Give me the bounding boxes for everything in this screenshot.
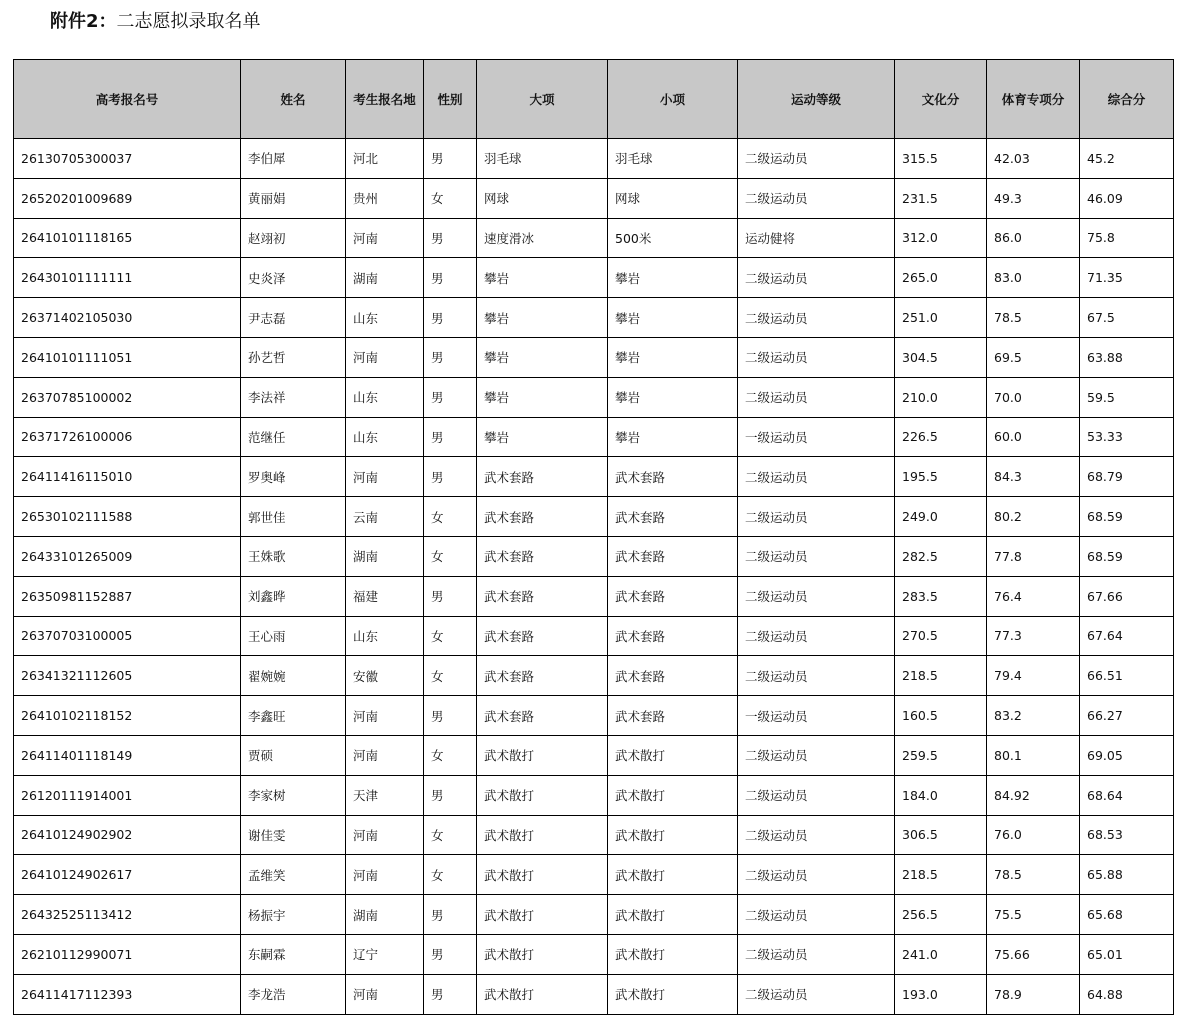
cell-culture-score: 256.5 <box>895 895 987 935</box>
cell-total-score: 71.35 <box>1080 258 1174 298</box>
cell-sport-score: 78.5 <box>987 298 1080 338</box>
cell-total-score: 65.88 <box>1080 855 1174 895</box>
table-row <box>14 536 1174 576</box>
cell-sport-score: 80.1 <box>987 735 1080 775</box>
cell-culture-score: 241.0 <box>895 934 987 974</box>
table-row <box>14 895 1174 935</box>
cell-name: 郭世佳 <box>241 497 346 537</box>
cell-culture-score: 306.5 <box>895 815 987 855</box>
cell-gender: 女 <box>424 815 477 855</box>
cell-sport-level: 二级运动员 <box>738 377 895 417</box>
cell-region: 山东 <box>346 377 424 417</box>
table-body <box>14 139 1174 1015</box>
table-row <box>14 815 1174 855</box>
cell-exam-id: 26430101111111 <box>14 258 241 298</box>
cell-culture-score: 231.5 <box>895 178 987 218</box>
cell-minor-event: 武术套路 <box>608 616 738 656</box>
cell-total-score: 63.88 <box>1080 337 1174 377</box>
cell-minor-event: 500米 <box>608 218 738 258</box>
table-row <box>14 775 1174 815</box>
cell-sport-score: 77.8 <box>987 536 1080 576</box>
table-row <box>14 258 1174 298</box>
cell-culture-score: 249.0 <box>895 497 987 537</box>
cell-exam-id: 26341321112605 <box>14 656 241 696</box>
cell-minor-event: 武术套路 <box>608 457 738 497</box>
col-header-culture-score: 文化分 <box>895 60 987 139</box>
cell-name: 李法祥 <box>241 377 346 417</box>
cell-sport-level: 二级运动员 <box>738 536 895 576</box>
cell-minor-event: 武术散打 <box>608 934 738 974</box>
cell-culture-score: 304.5 <box>895 337 987 377</box>
cell-total-score: 65.68 <box>1080 895 1174 935</box>
table-row <box>14 337 1174 377</box>
cell-region: 河北 <box>346 139 424 179</box>
cell-name: 东嗣霖 <box>241 934 346 974</box>
cell-total-score: 67.66 <box>1080 576 1174 616</box>
cell-minor-event: 武术套路 <box>608 536 738 576</box>
cell-sport-score: 76.0 <box>987 815 1080 855</box>
cell-total-score: 59.5 <box>1080 377 1174 417</box>
cell-region: 湖南 <box>346 895 424 935</box>
cell-minor-event: 武术散打 <box>608 974 738 1014</box>
cell-name: 李鑫旺 <box>241 696 346 736</box>
cell-culture-score: 270.5 <box>895 616 987 656</box>
cell-total-score: 68.59 <box>1080 497 1174 537</box>
cell-exam-id: 26350981152887 <box>14 576 241 616</box>
cell-total-score: 68.59 <box>1080 536 1174 576</box>
cell-major-event: 武术散打 <box>477 815 608 855</box>
cell-total-score: 46.09 <box>1080 178 1174 218</box>
cell-major-event: 攀岩 <box>477 417 608 457</box>
col-header-name: 姓名 <box>241 60 346 139</box>
cell-sport-score: 77.3 <box>987 616 1080 656</box>
cell-major-event: 武术散打 <box>477 974 608 1014</box>
cell-gender: 女 <box>424 616 477 656</box>
cell-culture-score: 315.5 <box>895 139 987 179</box>
cell-exam-id: 26120111914001 <box>14 775 241 815</box>
cell-culture-score: 251.0 <box>895 298 987 338</box>
table-row <box>14 377 1174 417</box>
cell-total-score: 66.51 <box>1080 656 1174 696</box>
cell-exam-id: 26410101111051 <box>14 337 241 377</box>
title-prefix: 附件2： <box>50 11 117 32</box>
cell-name: 王姝歌 <box>241 536 346 576</box>
table-row <box>14 735 1174 775</box>
cell-region: 福建 <box>346 576 424 616</box>
cell-region: 天津 <box>346 775 424 815</box>
cell-major-event: 武术套路 <box>477 616 608 656</box>
cell-name: 史炎泽 <box>241 258 346 298</box>
cell-name: 罗奥峰 <box>241 457 346 497</box>
cell-exam-id: 26530102111588 <box>14 497 241 537</box>
cell-region: 河南 <box>346 735 424 775</box>
cell-sport-score: 86.0 <box>987 218 1080 258</box>
table-row <box>14 417 1174 457</box>
cell-total-score: 67.5 <box>1080 298 1174 338</box>
col-header-sport-score: 体育专项分 <box>987 60 1080 139</box>
cell-gender: 男 <box>424 337 477 377</box>
cell-total-score: 68.79 <box>1080 457 1174 497</box>
cell-minor-event: 武术散打 <box>608 735 738 775</box>
cell-gender: 男 <box>424 377 477 417</box>
admission-table <box>13 59 1174 1015</box>
cell-culture-score: 282.5 <box>895 536 987 576</box>
cell-name: 刘鑫晔 <box>241 576 346 616</box>
table-row <box>14 974 1174 1014</box>
cell-culture-score: 283.5 <box>895 576 987 616</box>
cell-sport-score: 76.4 <box>987 576 1080 616</box>
cell-minor-event: 武术套路 <box>608 656 738 696</box>
cell-gender: 女 <box>424 656 477 696</box>
cell-major-event: 攀岩 <box>477 298 608 338</box>
cell-sport-score: 83.2 <box>987 696 1080 736</box>
cell-sport-level: 二级运动员 <box>738 457 895 497</box>
cell-major-event: 武术套路 <box>477 696 608 736</box>
col-header-major-event: 大项 <box>477 60 608 139</box>
cell-name: 李家树 <box>241 775 346 815</box>
cell-region: 山东 <box>346 616 424 656</box>
cell-name: 王心雨 <box>241 616 346 656</box>
cell-name: 杨振宇 <box>241 895 346 935</box>
cell-major-event: 武术套路 <box>477 576 608 616</box>
cell-total-score: 53.33 <box>1080 417 1174 457</box>
cell-gender: 男 <box>424 139 477 179</box>
table-row <box>14 576 1174 616</box>
cell-minor-event: 武术散打 <box>608 775 738 815</box>
cell-sport-level: 二级运动员 <box>738 656 895 696</box>
cell-total-score: 75.8 <box>1080 218 1174 258</box>
cell-culture-score: 312.0 <box>895 218 987 258</box>
cell-sport-score: 83.0 <box>987 258 1080 298</box>
cell-exam-id: 26370785100002 <box>14 377 241 417</box>
cell-sport-level: 二级运动员 <box>738 139 895 179</box>
cell-sport-score: 60.0 <box>987 417 1080 457</box>
cell-sport-score: 84.3 <box>987 457 1080 497</box>
cell-region: 河南 <box>346 218 424 258</box>
cell-sport-score: 49.3 <box>987 178 1080 218</box>
cell-culture-score: 226.5 <box>895 417 987 457</box>
cell-exam-id: 26411416115010 <box>14 457 241 497</box>
cell-name: 李龙浩 <box>241 974 346 1014</box>
cell-region: 河南 <box>346 974 424 1014</box>
cell-gender: 女 <box>424 497 477 537</box>
cell-exam-id: 26370703100005 <box>14 616 241 656</box>
title-text: 二志愿拟录取名单 <box>116 11 261 32</box>
cell-gender: 男 <box>424 258 477 298</box>
cell-major-event: 武术散打 <box>477 934 608 974</box>
cell-exam-id: 26410124902617 <box>14 855 241 895</box>
cell-region: 云南 <box>346 497 424 537</box>
cell-culture-score: 265.0 <box>895 258 987 298</box>
table-row <box>14 855 1174 895</box>
cell-minor-event: 羽毛球 <box>608 139 738 179</box>
cell-gender: 男 <box>424 576 477 616</box>
cell-major-event: 速度滑冰 <box>477 218 608 258</box>
cell-gender: 男 <box>424 298 477 338</box>
cell-gender: 女 <box>424 735 477 775</box>
cell-sport-level: 二级运动员 <box>738 934 895 974</box>
cell-major-event: 武术散打 <box>477 895 608 935</box>
cell-minor-event: 武术套路 <box>608 576 738 616</box>
cell-minor-event: 武术套路 <box>608 497 738 537</box>
table-row <box>14 497 1174 537</box>
cell-culture-score: 218.5 <box>895 656 987 696</box>
cell-gender: 男 <box>424 775 477 815</box>
cell-region: 湖南 <box>346 258 424 298</box>
cell-sport-score: 78.5 <box>987 855 1080 895</box>
cell-region: 河南 <box>346 815 424 855</box>
cell-region: 河南 <box>346 337 424 377</box>
cell-sport-level: 二级运动员 <box>738 337 895 377</box>
cell-sport-level: 一级运动员 <box>738 417 895 457</box>
table-row <box>14 656 1174 696</box>
cell-region: 辽宁 <box>346 934 424 974</box>
cell-minor-event: 武术套路 <box>608 696 738 736</box>
cell-culture-score: 210.0 <box>895 377 987 417</box>
cell-exam-id: 26371402105030 <box>14 298 241 338</box>
cell-minor-event: 攀岩 <box>608 298 738 338</box>
cell-total-score: 66.27 <box>1080 696 1174 736</box>
cell-sport-level: 二级运动员 <box>738 616 895 656</box>
cell-name: 李伯犀 <box>241 139 346 179</box>
cell-name: 孟维笑 <box>241 855 346 895</box>
cell-sport-level: 二级运动员 <box>738 735 895 775</box>
cell-region: 河南 <box>346 457 424 497</box>
cell-sport-score: 78.9 <box>987 974 1080 1014</box>
cell-region: 河南 <box>346 855 424 895</box>
page-title <box>50 10 261 34</box>
cell-sport-level: 二级运动员 <box>738 895 895 935</box>
cell-sport-level: 二级运动员 <box>738 258 895 298</box>
cell-sport-score: 70.0 <box>987 377 1080 417</box>
col-header-total-score: 综合分 <box>1080 60 1174 139</box>
cell-sport-level: 二级运动员 <box>738 815 895 855</box>
cell-minor-event: 武术散打 <box>608 815 738 855</box>
cell-minor-event: 攀岩 <box>608 258 738 298</box>
col-header-sport-level: 运动等级 <box>738 60 895 139</box>
cell-exam-id: 26130705300037 <box>14 139 241 179</box>
cell-name: 谢佳雯 <box>241 815 346 855</box>
cell-name: 贾硕 <box>241 735 346 775</box>
cell-sport-level: 二级运动员 <box>738 855 895 895</box>
cell-major-event: 攀岩 <box>477 337 608 377</box>
cell-name: 黄丽娟 <box>241 178 346 218</box>
cell-total-score: 68.64 <box>1080 775 1174 815</box>
cell-sport-level: 一级运动员 <box>738 696 895 736</box>
cell-region: 安徽 <box>346 656 424 696</box>
cell-culture-score: 195.5 <box>895 457 987 497</box>
cell-exam-id: 26520201009689 <box>14 178 241 218</box>
cell-gender: 男 <box>424 218 477 258</box>
cell-major-event: 武术套路 <box>477 536 608 576</box>
cell-major-event: 攀岩 <box>477 377 608 417</box>
cell-major-event: 网球 <box>477 178 608 218</box>
cell-gender: 男 <box>424 696 477 736</box>
cell-sport-level: 二级运动员 <box>738 298 895 338</box>
cell-minor-event: 武术散打 <box>608 855 738 895</box>
cell-total-score: 64.88 <box>1080 974 1174 1014</box>
cell-sport-score: 75.66 <box>987 934 1080 974</box>
cell-minor-event: 攀岩 <box>608 377 738 417</box>
cell-major-event: 武术散打 <box>477 855 608 895</box>
cell-sport-level: 二级运动员 <box>738 497 895 537</box>
cell-total-score: 68.53 <box>1080 815 1174 855</box>
table-row <box>14 696 1174 736</box>
cell-major-event: 武术散打 <box>477 735 608 775</box>
cell-exam-id: 26410102118152 <box>14 696 241 736</box>
table-row <box>14 178 1174 218</box>
table-row <box>14 457 1174 497</box>
table-header <box>14 60 1174 139</box>
cell-gender: 女 <box>424 178 477 218</box>
cell-name: 孙艺哲 <box>241 337 346 377</box>
cell-sport-level: 二级运动员 <box>738 974 895 1014</box>
col-header-gender: 性别 <box>424 60 477 139</box>
cell-sport-score: 80.2 <box>987 497 1080 537</box>
cell-gender: 女 <box>424 536 477 576</box>
cell-total-score: 45.2 <box>1080 139 1174 179</box>
cell-region: 湖南 <box>346 536 424 576</box>
cell-region: 山东 <box>346 417 424 457</box>
cell-name: 尹志磊 <box>241 298 346 338</box>
cell-sport-score: 79.4 <box>987 656 1080 696</box>
cell-name: 范继任 <box>241 417 346 457</box>
cell-sport-score: 75.5 <box>987 895 1080 935</box>
cell-sport-level: 运动健将 <box>738 218 895 258</box>
cell-exam-id: 26411401118149 <box>14 735 241 775</box>
cell-region: 河南 <box>346 696 424 736</box>
cell-sport-score: 84.92 <box>987 775 1080 815</box>
cell-minor-event: 攀岩 <box>608 417 738 457</box>
cell-gender: 男 <box>424 974 477 1014</box>
cell-minor-event: 网球 <box>608 178 738 218</box>
table-row <box>14 298 1174 338</box>
cell-exam-id: 26410101118165 <box>14 218 241 258</box>
cell-major-event: 武术套路 <box>477 457 608 497</box>
cell-culture-score: 218.5 <box>895 855 987 895</box>
header-row <box>14 60 1174 139</box>
cell-region: 贵州 <box>346 178 424 218</box>
cell-total-score: 69.05 <box>1080 735 1174 775</box>
cell-exam-id: 26432525113412 <box>14 895 241 935</box>
cell-exam-id: 26411417112393 <box>14 974 241 1014</box>
cell-culture-score: 160.5 <box>895 696 987 736</box>
cell-gender: 男 <box>424 417 477 457</box>
cell-culture-score: 259.5 <box>895 735 987 775</box>
table-row <box>14 934 1174 974</box>
cell-region: 山东 <box>346 298 424 338</box>
cell-exam-id: 26371726100006 <box>14 417 241 457</box>
table-row <box>14 616 1174 656</box>
cell-gender: 男 <box>424 895 477 935</box>
cell-gender: 男 <box>424 934 477 974</box>
cell-gender: 女 <box>424 855 477 895</box>
table-row <box>14 218 1174 258</box>
cell-culture-score: 193.0 <box>895 974 987 1014</box>
cell-major-event: 攀岩 <box>477 258 608 298</box>
cell-exam-id: 26410124902902 <box>14 815 241 855</box>
cell-sport-level: 二级运动员 <box>738 178 895 218</box>
cell-minor-event: 攀岩 <box>608 337 738 377</box>
cell-major-event: 武术套路 <box>477 497 608 537</box>
cell-major-event: 羽毛球 <box>477 139 608 179</box>
cell-sport-score: 69.5 <box>987 337 1080 377</box>
col-header-region: 考生报名地 <box>346 60 424 139</box>
cell-sport-level: 二级运动员 <box>738 576 895 616</box>
table-row <box>14 139 1174 179</box>
cell-total-score: 67.64 <box>1080 616 1174 656</box>
cell-name: 翟婉婉 <box>241 656 346 696</box>
cell-culture-score: 184.0 <box>895 775 987 815</box>
cell-exam-id: 26433101265009 <box>14 536 241 576</box>
cell-exam-id: 26210112990071 <box>14 934 241 974</box>
cell-sport-level: 二级运动员 <box>738 775 895 815</box>
cell-sport-score: 42.03 <box>987 139 1080 179</box>
cell-name: 赵翊初 <box>241 218 346 258</box>
cell-major-event: 武术套路 <box>477 656 608 696</box>
cell-gender: 男 <box>424 457 477 497</box>
cell-minor-event: 武术散打 <box>608 895 738 935</box>
col-header-exam-id: 高考报名号 <box>14 60 241 139</box>
col-header-minor-event: 小项 <box>608 60 738 139</box>
cell-major-event: 武术散打 <box>477 775 608 815</box>
cell-total-score: 65.01 <box>1080 934 1174 974</box>
